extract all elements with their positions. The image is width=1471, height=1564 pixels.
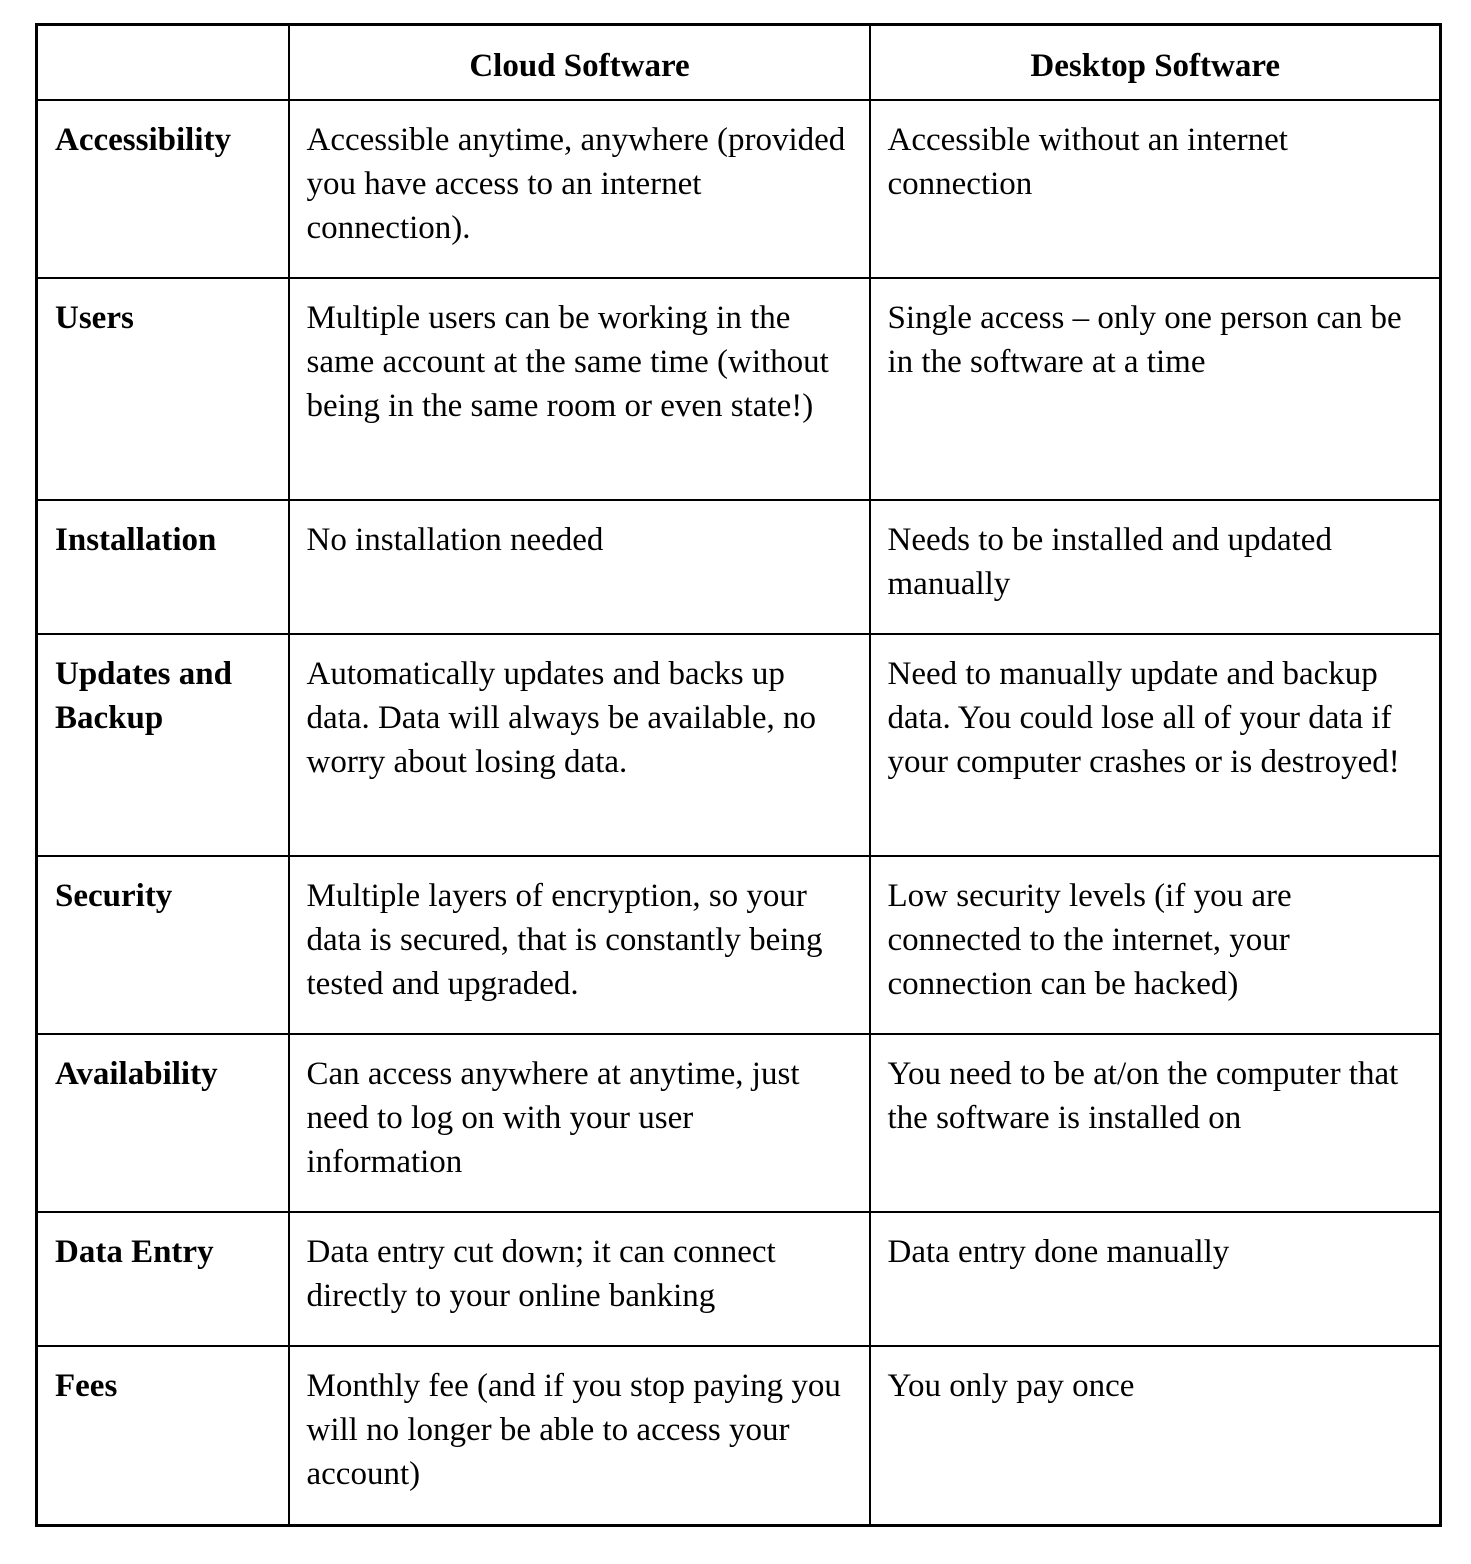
cloud-cell-fees: Monthly fee (and if you stop paying you will no longer be able to access your account) [289,1346,870,1526]
table-row [37,500,1441,634]
desktop-cell-data-entry: Data entry done manually [870,1212,1441,1346]
header-feature-cell [37,25,289,100]
desktop-cell-availability: You need to be at/on the computer that the software is installed on [870,1034,1441,1212]
row-label-accessibility: Accessibility [37,100,289,278]
table-row [37,278,1441,500]
row-label-users: Users [37,278,289,500]
header-cloud-software: Cloud Software [289,25,870,100]
cloud-cell-updates-and-backup: Automatically updates and backs up data. Data will always be available, no worry about losing data. [289,634,870,856]
comparison-table [35,23,1442,1527]
row-label-data-entry: Data Entry [37,1212,289,1346]
table-row [37,856,1441,1034]
table-body [37,100,1441,1526]
header-desktop-software: Desktop Software [870,25,1441,100]
cloud-cell-accessibility: Accessible anytime, anywhere (provided you have access to an internet connection). [289,100,870,278]
desktop-cell-fees: You only pay once [870,1346,1441,1526]
header-row [37,25,1441,100]
cloud-cell-data-entry: Data entry cut down; it can connect directly to your online banking [289,1212,870,1346]
table-row [37,100,1441,278]
row-label-security: Security [37,856,289,1034]
table-row [37,1034,1441,1212]
desktop-cell-updates-and-backup: Need to manually update and backup data. You could lose all of your data if your computer crashes or is destroyed! [870,634,1441,856]
row-label-fees: Fees [37,1346,289,1526]
row-label-installation: Installation [37,500,289,634]
table-row [37,1212,1441,1346]
desktop-cell-accessibility: Accessible without an internet connection [870,100,1441,278]
desktop-cell-users: Single access – only one person can be in the software at a time [870,278,1441,500]
desktop-cell-installation: Needs to be installed and updated manually [870,500,1441,634]
row-label-availability: Availability [37,1034,289,1212]
table-row [37,634,1441,856]
table-row [37,1346,1441,1526]
table-header [37,25,1441,100]
row-label-updates-and-backup: Updates and Backup [37,634,289,856]
desktop-cell-security: Low security levels (if you are connected to the internet, your connection can be hacked) [870,856,1441,1034]
cloud-cell-users: Multiple users can be working in the same account at the same time (without being in the same room or even state!) [289,278,870,500]
cloud-cell-installation: No installation needed [289,500,870,634]
cloud-cell-security: Multiple layers of encryption, so your data is secured, that is constantly being tested and upgraded. [289,856,870,1034]
cloud-cell-availability: Can access anywhere at anytime, just need to log on with your user information [289,1034,870,1212]
